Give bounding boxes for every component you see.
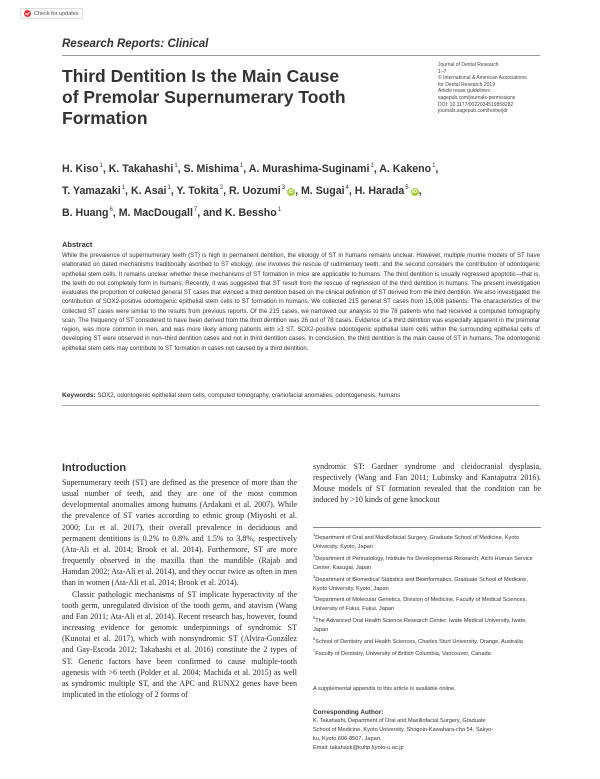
title-line: Third Dentition Is the Main Cause	[62, 66, 340, 86]
author-affiliation: 2	[219, 185, 224, 191]
check-for-updates-badge[interactable]	[20, 8, 83, 19]
author-line: B. Huang$^6$, M. MacDougall$^7$, and K. Bessho$^1$	[62, 207, 282, 219]
keywords-text: SOX2, odontogenic epithelial stem cells, computed tomography, craniofacial anomalies, odontogenesis, humans	[97, 392, 401, 399]
author-name: B. Huang	[62, 207, 109, 219]
journal-meta-line: 1–7	[438, 68, 447, 75]
affiliation-item: $^7$Faculty of Dentistry, University of British Columbia, Vancouver, Canada	[313, 647, 491, 657]
journal-meta	[438, 62, 553, 115]
affiliation-item: $^5$The Advanced Oral Health Science Research Center, Iwate Medical University, Iwate, Japan	[313, 615, 527, 634]
journal-meta-line: Article reuse guidelines:	[438, 88, 492, 95]
author-name: K. Bessho	[224, 207, 277, 219]
introduction-left-column	[62, 477, 297, 700]
corresponding-email[interactable]: Email: takahask@kuhp.kyoto-u.ac.jp	[313, 744, 404, 751]
journal-meta-line: © International & American Associations	[438, 75, 527, 82]
author-affiliation: 1	[174, 163, 178, 169]
author-affiliation: 1	[239, 163, 244, 169]
footnote-divider	[313, 527, 541, 528]
affiliation-item: $^1$Department of Oral and Maxillofacial Surgery, Graduate School of Medicine, Kyoto University, Kyoto, Japan	[313, 532, 520, 550]
affiliation-item: $^3$Department of Biomedical Statistics and Bioinformatics, Graduate School of Medicine, Kyoto University, Kyoto, Japan	[313, 573, 528, 592]
corresponding-author-heading: Corresponding Author:	[313, 709, 384, 716]
corresponding-line: K. Takahashi, Department of Oral and Maxillofacial Surgery, Graduate	[313, 718, 486, 724]
author-name: S. Mishima	[183, 163, 239, 175]
author-affiliation: 1	[167, 185, 171, 191]
check-for-updates-label: Check for updates	[34, 10, 79, 17]
header-divider	[62, 55, 540, 56]
article-title	[62, 66, 422, 129]
affiliation-item: $^4$Department of Molecular Genetics, Division of Medicine, Faculty of Medical Sciences, University of Fukui, Fukui, Japan	[313, 594, 527, 613]
section-label: Research Reports: Clinical	[62, 38, 209, 50]
supplemental-note: A supplemental appendix to this article is available online.	[313, 686, 456, 692]
author-list	[62, 157, 542, 223]
author-name: T. Yamazaki	[62, 185, 121, 197]
author-affiliation: 1	[277, 207, 282, 213]
author-name: H. Kiso	[62, 163, 99, 175]
author-name: R. Uozumi	[228, 185, 281, 197]
author-name: M. Sugai	[300, 185, 345, 197]
corresponding-line: ku, Kyoto 606-8507, Japan.	[313, 735, 382, 742]
author-name: A. Murashima-Suginami	[248, 163, 370, 175]
author-affiliation: 4	[345, 185, 349, 191]
author-affiliation: 5	[405, 185, 409, 191]
author-name: M. MacDougall	[118, 207, 193, 219]
author-affiliation: 3	[281, 185, 286, 191]
check-icon	[24, 10, 31, 17]
author-affiliation: 1	[99, 163, 103, 169]
affiliation-item: $^2$Department of Perinatology, Institute for Developmental Research, Aichi Human Service Center, Kasugai, Japan	[313, 552, 533, 571]
author-affiliation: 1	[432, 163, 436, 169]
author-name: K. Asai	[130, 185, 167, 197]
author-name: Y. Tokita	[176, 185, 219, 197]
journal-meta-doi[interactable]: DOI: 10.1177/0022034519858282	[438, 101, 514, 108]
body-paragraph: Classic pathologic mechanisms of ST implicate hyperactivity of the tooth germ, unregulated division of the tooth germ, and atavism (Wang and Fan 2011; Ata-Ali et al. 2014). Recent research has, however, found increasing evidence for genomic underpinnings of syndromic ST (Kunotai et al. 2017), which with nonsyndromic ST (Alvira-González and Gay-Escoda 2012; Takahashi et al. 2016) constitute the 2 types of ST. Genetic factors have been confirmed to cause multiple-tooth agenesis with >6 teeth (Polder et al. 2004; Machida et al. 2015) as well as syndromic multiple ST, and the APC and RUNX2 genes have been implicated in the etiology of 2 forms of	[62, 589, 297, 699]
keywords	[62, 392, 540, 399]
corresponding-line: School of Medicine, Kyoto University, Shogoin-Kawahara-cho 54, Sakyo-	[313, 726, 494, 733]
corresponding-author-details	[313, 717, 543, 753]
author-line: T. Yamazaki$^1$, K. Asai$^1$, Y. Tokita$^2$, R. Uozumi$^3$iD , M. Sugai$^4$, H. Harada$^5$iD ,	[62, 185, 422, 197]
introduction-right-column: syndromic ST: Gardner syndrome and cleidocranial dysplasia, respectively (Wang and Fan 2011; Lubinsky and Kantaputra 2016). Mouse models of ST formation revealed that the condition can be induced by >10 kinds of gene knockout	[313, 462, 541, 505]
author-affiliation: 6	[109, 207, 113, 213]
author-line: H. Kiso$^1$, K. Takahashi$^1$, S. Mishima$^1$, A. Murashima-Suginami$^1$, A. Kakeno$^1$,	[62, 163, 439, 175]
journal-meta-line: Journal of Dental Research	[438, 62, 499, 68]
keywords-label: Keywords:	[62, 392, 96, 399]
author-name: H. Harada	[354, 185, 405, 197]
affiliations	[313, 531, 543, 659]
journal-meta-link[interactable]: sagepub.com/journals-permissions	[438, 94, 516, 101]
author-affiliation: 1	[121, 185, 126, 191]
affiliation-item: $^6$School of Dentistry and Health Sciences, Charles Sturt University, Orange, Australia	[313, 636, 523, 646]
abstract-text: While the prevalence of supernumerary teeth (ST) is high in permanent dentition, the etiology of ST in humans remains unclear. However, multiple murine models of ST have elaborated on dated mechanisms traditionally ascribed to ST etiology: one involves the rescue of rudimentary teeth, and the second considers the contribution of odontogenic epithelial stem cells. It remains unclear whether these mechanisms of ST formation in mice are applicable to humans. The third dentition is usually regressed apoptotic—that is, the teeth do not completely form in humans. Recently, it was suggested that ST result from the rescue of regression of the third dentition in humans. The present investigation evaluates the proportion of collected general ST cases that evinced a third dentition based on the clinical definition of ST derived from the third dentition. We also investigated the contribution of SOX2-positive odontogenic epithelial stem cells to ST formation in humans. We collected 215 general ST cases from 15,008 patients. The characteristics of the collected ST cases were similar to the results from previous reports. Of the 215 cases, we narrowed our analysis to the 78 patients who had received a computed tomography scan. The frequency of ST considered to have been derived from the third dentition was 26 out of 78 cases. Evidence of a third dentition was especially apparent in the premolar region, was more common in men, and was more likely among patients with ≥3 ST. SOX2-positive odontogenic epithelial stem cells within the surrounding epithelial cells of developing ST were observed in non–third dentition cases and not in third dentition cases. In conclusion, the third dentition is the main cause of ST in humans. The odontogenic epithelial stem cells may contribute to ST formation in cases not caused by a third dentition.	[62, 252, 540, 352]
introduction-heading: Introduction	[62, 462, 127, 474]
journal-meta-link[interactable]: journals.sagepub.com/home/jdr	[438, 108, 508, 115]
author-name: A. Kakeno	[379, 163, 432, 175]
abstract-heading: Abstract	[62, 240, 93, 249]
title-line: Formation	[62, 108, 148, 128]
author-affiliation: 1	[370, 163, 374, 169]
section-divider	[62, 405, 540, 406]
title-line: of Premolar Supernumerary Tooth	[62, 87, 346, 107]
journal-meta-line: for Dental Research 2019	[438, 81, 495, 88]
orcid-icon[interactable]: iD	[412, 189, 418, 195]
orcid-icon[interactable]: iD	[288, 189, 294, 195]
author-affiliation: 7	[193, 207, 198, 213]
body-paragraph: Supernumerary teeth (ST) are defined as the presence of more than the usual number of teeth, and they are one of the most common developmental anomalies among humans (Ardakani et al. 2007). While the prevalence of ST varies according to ethnic group (Miyoshi et al. 2000; Lu et al. 2017), their overall prevalence in deciduous and permanent dentitions is 0.2% to 0.8% and 1.5% to 3.8%, respectively (Ata-Ali et al. 2014; Brook et al. 2014). Furthermore, ST are more frequently observed in the maxilla than the mandible (Rajab and Hamdan 2002; Ata-Ali et al. 2014), and they occur twice as often in men than in women (Ata-Ali et al. 2014; Brook et al. 2014).	[62, 478, 297, 588]
author-name: K. Takahashi	[108, 163, 174, 175]
